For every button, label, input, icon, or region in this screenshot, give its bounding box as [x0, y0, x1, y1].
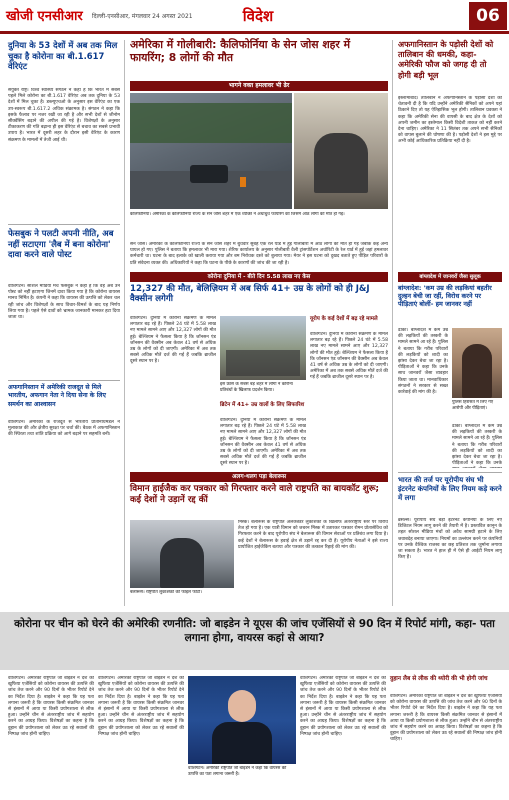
covid-caption: इस फ्रांस के सबसे बड़े शहर में लोगों ने कोरोना प्रतिबंधों के खिलाफ प्रदर्शन किया।: [220, 382, 293, 393]
covid-body: वाशिंगटन। दुनिया में कोरोना संक्रमण के मामले लगातार बढ़ रहे हैं। पिछले 24 घंटे में 5.58 लाख नए मामले सामने आए और 12,327 लोगों की मौत हुई। बेल्जियम ने फैसला किया है कि जॉनसन एंड जॉनसन की वैक्सीन अब केवल 41 वर्ष से अधिक उम्र के लोगों को दी जाएगी। अमेरिका में अब तक सबसे अधिक मौतें दर्ज की गई हैं जबकि ब्राजील दूसरे स्थान पर है।: [130, 316, 216, 365]
main-story-photo-2: [294, 93, 388, 209]
facebook-story-headline: फेसबुक ने पलटी अपनी नीति, अब नहीं सटाएगा 'लैब में बना कोरोना' दावा करने वाले पोस्ट: [8, 228, 114, 260]
photo-trees: [130, 103, 292, 143]
covid-photo: [220, 316, 306, 380]
biden-body-col2: वाशिंगटन। अमेरिकी राष्ट्रपति जो बाइडेन ने देश की खुफिया एजेंसियों को कोरोना वायरस की उत्पत्ति की जांच तेज करने और 90 दिनों के भीतर रिपोर्ट देने का निर्देश दिया है। बाइडेन ने कहा कि यह पता लगाना जरूरी है कि वायरस किसी संक्रमित जानवर से इंसानों में आया या किसी प्रयोगशाला से लीक हुआ। उन्होंने चीन से अंतरराष्ट्रीय जांच में सहयोग करने का आग्रह किया। विशेषज्ञों का कहना है कि वुहान की प्रयोगशाला को लेकर उठ रहे सवालों की निष्पक्ष जांच होनी चाहिए।: [98, 676, 184, 737]
afghan-story-body: इस्लामाबाद। तालिबान ने अफगानिस्तान के पड़ोसी देशों को चेतावनी दी है कि यदि उन्होंने अमेरिकी सैनिकों को अपने यहां ठिकाने दिए तो यह ऐतिहासिक भूल होगी। तालिबान प्रवक्ता ने कहा कि अमेरिकी सेना की वापसी के बाद क्षेत्र के देशों को अपनी जमीन का इस्तेमाल किसी विदेशी ताकत को नहीं करने देना चाहिए। अमेरिका ने 11 सितंबर तक अपने सभी सैनिकों को वापस बुलाने की घोषणा की है। पड़ोसी देशों ने इस मुद्दे पर अभी कोई आधिकारिक प्रतिक्रिया नहीं दी है।: [398, 96, 502, 145]
biden-photo: [188, 676, 296, 764]
afghan-mini-body: वाशिंगटन। अमेरिका के राजदूत से भारतीय प्रतिनिधिमंडल ने मुलाकात की और क्षेत्रीय सुरक्षा पर चर्चा की। बैठक में अफगानिस्तान की स्थिरता तथा शांति प्रक्रिया को आगे बढ़ाने पर सहमति बनी।: [8, 420, 120, 438]
main-story-caption: कैलिफोर्निया। अमेरिका के कैलिफोर्निया राज्य के सेन जोस शहर में एक व्यक्ति ने अंधाधुंध फायरिंग की जिसमें आठ लोगों की मौत हो गई।: [130, 212, 345, 217]
main-story-photo: [130, 93, 292, 209]
biden-subhead: वुहान लैब से लीक की थ्योरी की भी होगी जांच: [390, 676, 488, 682]
photo-car: [190, 165, 228, 183]
issue-date: दिल्ली-एनसीआर, मंगलवार 24 अगस्त 2021: [92, 13, 193, 20]
section-title: विदेश: [242, 7, 274, 25]
bangladesh-headline: बांग्लादेश: 'कम उम्र की लड़कियां बहतीर दुल्हन बेची जा रहीं, विरोध करने पर पीड़िताएं बोलीं- हम जानवर नहीं: [398, 284, 492, 309]
bangladesh-kicker-text: बांग्लादेश में जानवरों जैसा सुलूक: [419, 274, 481, 280]
afghan-mini-headline: अफगानिस्तान में अमेरिकी राजदूत से मिले भारतीय, अफगान नेता ने दिया सेना के लिए समर्थन का आश्वासन: [8, 384, 106, 408]
covid-subhead-a: ब्रिटेन में 41+ उम्र वालों के लिए सिफारिश: [220, 402, 305, 408]
main-story-kicker-text: भागने वक्त हमलावर भी ढेर: [228, 82, 290, 89]
bangladesh-body: ढाका। बांग्लादेश में कम उम्र की लड़कियों की तस्करी के मामले सामने आ रहे हैं। पुलिस ने बताया कि गरीब परिवारों की लड़कियों को शादी का झांसा देकर बेचा जा रहा है। पीड़िताओं ने कहा कि उनके साथ जानवरों जैसा व्यवहार किया जाता था। मानवाधिकार संगठनों ने सरकार से सख्त कार्रवाई की मांग की है।: [398, 328, 448, 396]
eu-story-headline: भारत की तर्ज पर यूरोपीय संघ भी इंटरनेट कंपनियों के लिए नियम कड़े करने में लगा: [398, 476, 502, 502]
bangladesh-kicker: [398, 272, 502, 282]
main-story-headline: अमेरिका में गोलीबारी: कैलिफोर्निया के सेन जोस शहर में फायरिंग; 8 लोगों की मौत: [130, 38, 351, 64]
belarus-headline: विमान हाईजैक कर पत्रकार को गिरफ्तार करने वाले राष्ट्रपति का बायकॉट शुरू; कई देशों ने उड़ानें रद्द कीं: [130, 484, 380, 505]
left-story-body: संयुक्त राष्ट्र। विश्व स्वास्थ्य संगठन ने कहा है कि भारत में सबसे पहले मिले कोरोना का बी.1.617 वेरिएंट अब तक दुनिया के 53 देशों में मिल चुका है। डब्ल्यूएचओ के अनुसार इस वेरिएंट का एक उप-स्वरूप बी.1.617.2 अधिक संक्रामक है। संगठन ने कहा कि इसके फैलाव पर नजर रखी जा रही है और सभी देशों से जीनोम सीक्वेंसिंग बढ़ाने की अपील की गई है। विशेषज्ञों के अनुसार टीकाकरण की गति बढ़ाना ही इस वेरिएंट से बचाव का सबसे प्रभावी उपाय है। भारत में दूसरी लहर के दौरान इसी वेरिएंट के कारण संक्रमण के मामलों में तेजी आई थी।: [8, 88, 120, 143]
covid-headline: 12,327 की मौत, बेलिज़ियम में अब सिर्फ 41+ उम्र के लोगों को ही J&J वैक्सीन लगेगी: [130, 284, 370, 305]
eu-story-body: ब्रसेल्स। यूरोपीय संघ बड़ी इंटरनेट कंपनियों के लिए नए डिजिटल नियम लागू करने की तैयारी में है। प्रस्तावित कानून के तहत सोशल मीडिया मंचों को अवैध सामग्री हटाने के लिए जवाबदेह बनाया जाएगा। नियमों का उल्लंघन करने पर कंपनियों पर उनके वैश्विक राजस्व का छह प्रतिशत तक जुर्माना लगाया जा सकता है। भारत ने हाल ही में ऐसे ही आईटी नियम लागू किए हैं।: [398, 518, 502, 561]
divider: [8, 224, 120, 225]
photo-people: [314, 133, 368, 193]
belarus-kicker: [130, 472, 388, 482]
biden-headline: कोरोना पर चीन को घेरने की अमेरिकी रणनीति: जो बाइडेन ने यूएस की जांच एजेंसियों से 90 दिन में रिपोर्ट मांगी, कहा- पता लगाना होगा, वायरस कहां से आया?: [14, 618, 495, 644]
left-story-headline: दुनिया के 53 देशों में अब तक मिल चुका है कोरोना का बी.1.617 वेरिएंट: [8, 40, 118, 72]
masthead-logo: खोजी एनसीआर: [6, 9, 83, 24]
belarus-body: मिंस्क। बेलारूस के राष्ट्रपति अलेक्जेंडर लुकाशेंको के खिलाफ अंतरराष्ट्रीय स्तर पर विरोध तेज हो गया है। एक यात्री विमान को जबरन मिंस्क में उतारकर पत्रकार रोमन प्रोतासेविच को गिरफ्तार करने के बाद यूरोपीय संघ ने बेलारूस की विमान सेवाओं पर प्रतिबंध लगा दिया है। कई देशों ने बेलारूस के हवाई क्षेत्र से उड़ानें रद्द कर दी हैं। यूरोपीय नेताओं ने इसे राज्य प्रायोजित हाईजैकिंग बताया और पत्रकार की तत्काल रिहाई की मांग की।: [238, 520, 388, 550]
bangladesh-photo: [452, 328, 502, 398]
main-story-body: सेन जोस। अमेरिका के कैलिफोर्निया राज्य के सेन जोस शहर में बुधवार सुबह एक रेल यार्ड में हुई गोलीबारी में आठ लोगों की मौत हो गई जबकि कई अन्य घायल हो गए। पुलिस ने बताया कि हमलावर भी मारा गया। शेरिफ कार्यालय के अनुसार गोलीबारी वैली ट्रांसपोर्टेशन अथॉरिटी के रेल यार्ड में हुई जहां हमलावर कर्मचारी था। घटना के बाद इलाके को खाली कराया गया और बम निरोधक दस्ते को बुलाया गया। मेयर ने इस घटना को दुखद बताते हुए पीड़ित परिवारों के प्रति संवेदना व्यक्त की। अधिकारियों ने कहा कि घटना के पीछे के कारणों की जांच की जा रही है।: [130, 242, 388, 266]
belarus-caption: बेलारूस। राष्ट्रपति लुकाशेंको की फाइल फोटो।: [130, 590, 202, 595]
biden-caption: वाशिंगटन। अमेरिकी राष्ट्रपति जो बाइडेन ने कहा कि वायरस की उत्पत्ति का पता लगाना जरूरी है।: [188, 766, 287, 777]
photo-suit: [212, 722, 272, 764]
column-divider: [392, 40, 393, 606]
afghan-story-headline: अफगानिस्तान के पड़ोसी देशों को तालिबान की धमकी, कहा- अमेरिकी फौज को जगह दी तो होगी बड़ी भूल: [398, 40, 494, 80]
column-divider: [124, 40, 125, 606]
bangladesh-body-2: ढाका। बांग्लादेश में कम उम्र की लड़कियों की तस्करी के मामले सामने आ रहे हैं। पुलिस ने बताया कि गरीब परिवारों की लड़कियों को शादी का झांसा देकर बेचा जा रहा है। पीड़िताओं ने कहा कि उनके: [452, 424, 502, 467]
photo-head: [228, 690, 256, 722]
covid-subhead-b: यूरोप के कई देशों में बढ़ रहे मामले: [310, 316, 378, 322]
biden-body-col4: वाशिंगटन। अमेरिकी राष्ट्रपति जो बाइडेन ने देश की खुफिया एजेंसियों को कोरोना वायरस की उत्पत्ति की जांच तेज करने और 90 दिनों के भीतर रिपोर्ट देने का निर्देश दिया है। बाइडेन ने कहा कि यह पता लगाना जरूरी है कि वायरस किसी संक्रमित जानवर से इंसानों में आया या किसी प्रयोगशाला से लीक हुआ। उन्होंने चीन से अंतरराष्ट्रीय जांच में सहयोग करने का आग्रह किया। विशेषज्ञों का कहना है कि वुहान की प्रयोगशाला को लेकर उठ रहे सवालों की निष्पक्ष जांच होनी चाहिए।: [390, 694, 502, 743]
photo-crowd: [226, 350, 300, 376]
photo-cone: [240, 177, 246, 187]
photo-figure: [160, 538, 204, 588]
bangladesh-caption: पुलिस हिरासत में लिए गए आरोपी और पीड़िताएं।: [452, 400, 494, 411]
covid-body-2: वाशिंगटन। दुनिया में कोरोना संक्रमण के मामले लगातार बढ़ रहे हैं। पिछले 24 घंटे में 5.58 लाख नए मामले सामने आए और 12,327 लोगों की मौत हुई। बेल्जियम ने फैसला किया है कि जॉनसन एंड जॉनसन की वैक्सीन अब केवल 41 वर्ष से अधिक उम्र के लोगों को दी जाएगी। अमेरिका में अब तक सबसे अधिक मौतें दर्ज की गई हैं जबकि ब्राजील दूसरे स्थान पर है।: [220, 418, 306, 467]
divider: [8, 380, 120, 381]
covid-body-3: वाशिंगटन। दुनिया में कोरोना संक्रमण के मामले लगातार बढ़ रहे हैं। पिछले 24 घंटे में 5.58 लाख नए मामले सामने आए और 12,327 लोगों की मौत हुई। बेल्जियम ने फैसला किया है कि जॉनसन एंड जॉनसन की वैक्सीन अब केवल 41 वर्ष से अधिक उम्र के लोगों को दी जाएगी। अमेरिका में अब तक सबसे अधिक मौतें दर्ज की गई हैं जबकि ब्राजील दूसरे स्थान पर है।: [310, 332, 388, 381]
page-header: [0, 0, 509, 34]
facebook-story-body: वाशिंगटन। सोशल मीडिया मंच फेसबुक ने कहा है कि वह अब उन पोस्ट को नहीं हटाएगा जिनमें दावा किया गया है कि कोरोना वायरस मानव निर्मित है। कंपनी ने कहा कि वायरस की उत्पत्ति को लेकर चल रही जांच और विशेषज्ञों के साथ विचार-विमर्श के बाद यह निर्णय लिया गया है। पहले ऐसे दावों को भ्रामक जानकारी मानकर हटा दिया जाता था।: [8, 284, 120, 321]
biden-body-col3: वाशिंगटन। अमेरिकी राष्ट्रपति जो बाइडेन ने देश की खुफिया एजेंसियों को कोरोना वायरस की उत्पत्ति की जांच तेज करने और 90 दिनों के भीतर रिपोर्ट देने का निर्देश दिया है। बाइडेन ने कहा कि यह पता लगाना जरूरी है कि वायरस किसी संक्रमित जानवर से इंसानों में आया या किसी प्रयोगशाला से लीक हुआ। उन्होंने चीन से अंतरराष्ट्रीय जांच में सहयोग करने का आग्रह किया। विशेषज्ञों का कहना है कि वुहान की प्रयोगशाला को लेकर उठ रहे सवालों की निष्पक्ष जांच होनी चाहिए।: [300, 676, 386, 737]
header-rule: [0, 31, 509, 34]
covid-kicker: [130, 272, 388, 282]
biden-body-col1: वाशिंगटन। अमेरिकी राष्ट्रपति जो बाइडेन ने देश की खुफिया एजेंसियों को कोरोना वायरस की उत्पत्ति की जांच तेज करने और 90 दिनों के भीतर रिपोर्ट देने का निर्देश दिया है। बाइडेन ने कहा कि यह पता लगाना जरूरी है कि वायरस किसी संक्रमित जानवर से इंसानों में आया या किसी प्रयोगशाला से लीक हुआ। उन्होंने चीन से अंतरराष्ट्रीय जांच में सहयोग करने का आग्रह किया। विशेषज्ञों का कहना है कि वुहान की प्रयोगशाला को लेकर उठ रहे सवालों की निष्पक्ष जांच होनी चाहिए।: [8, 676, 94, 737]
belarus-kicker-text: अलग-थलग पड़ा बेलारूस: [231, 474, 287, 480]
photo-woman: [462, 344, 492, 398]
page-number: 06: [469, 2, 507, 30]
belarus-photo: [130, 520, 234, 588]
main-story-kicker: [130, 81, 388, 91]
biden-headline-band: [0, 612, 509, 670]
divider: [398, 472, 502, 473]
covid-kicker-text: कोरोना दुनिया में - बीते दिन 5.58 लाख नए केस: [207, 274, 311, 280]
